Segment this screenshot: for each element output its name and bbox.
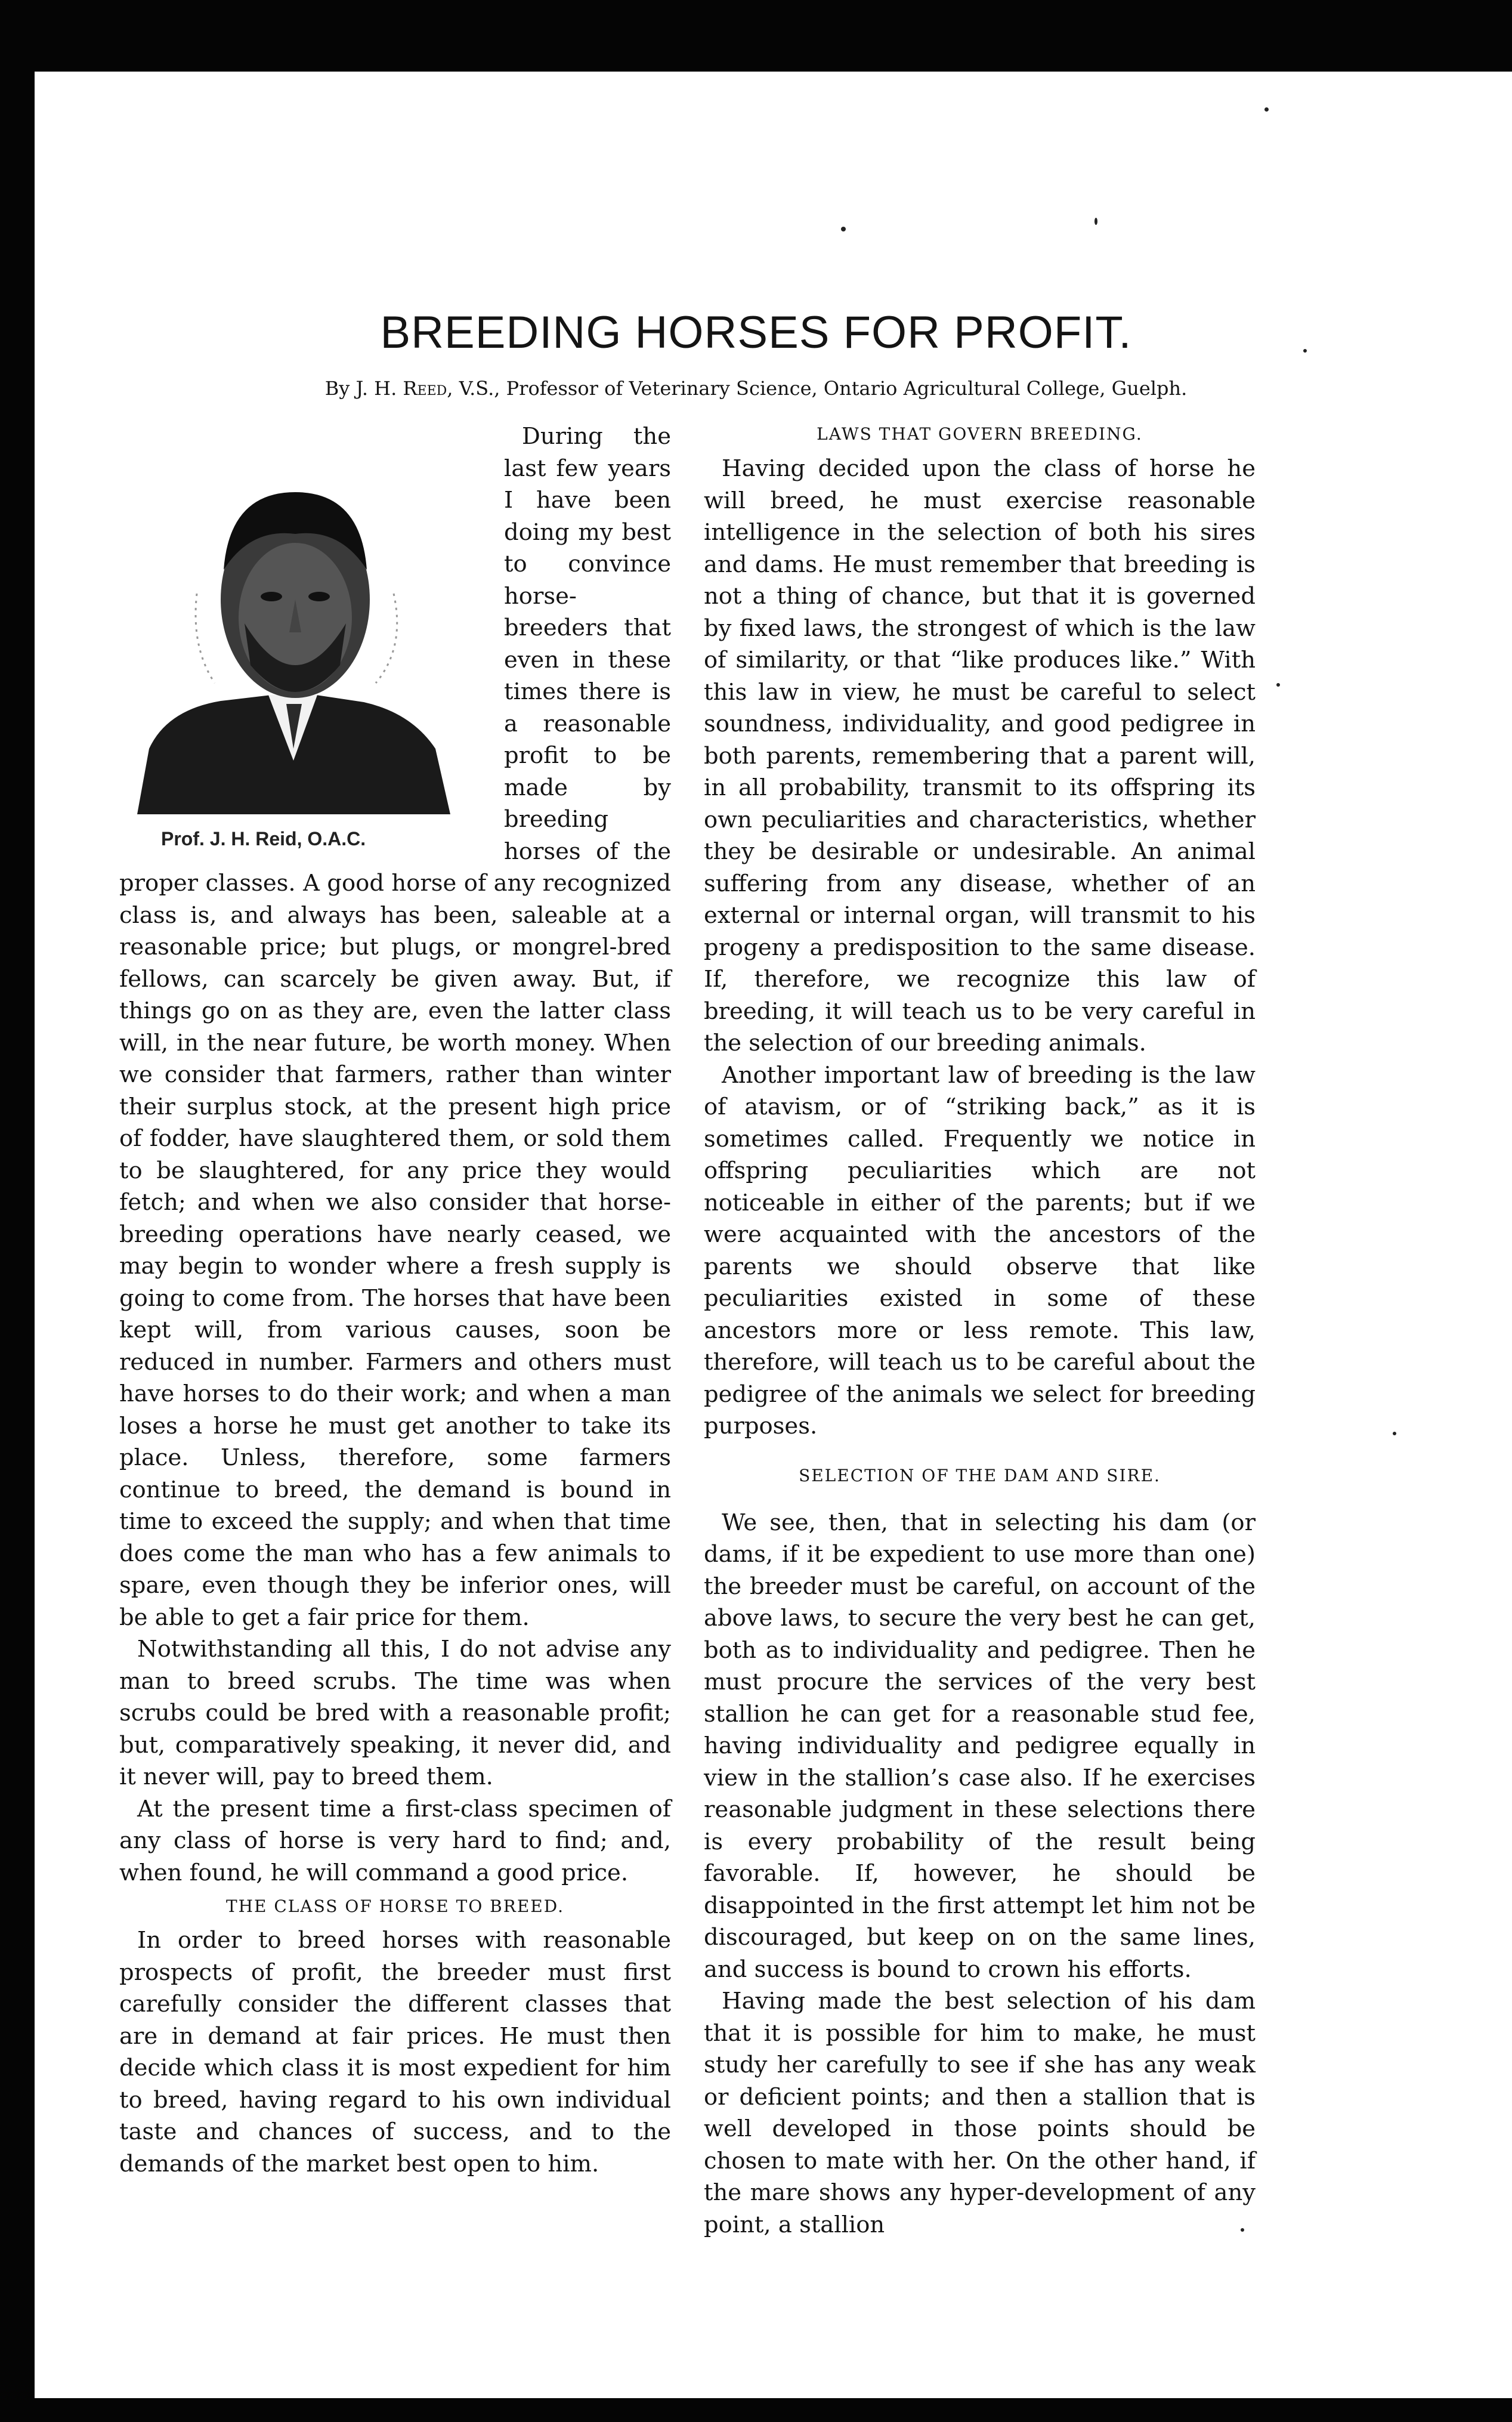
portrait-figure: [101, 421, 492, 856]
section-heading: THE CLASS OF HORSE TO BREED.: [225, 1896, 565, 1916]
paragraph: We see, then, that in selecting his dam (or dams, if it be expedient to use more than one) the breeder must be careful, on account of the above laws, to secure the very best he can get, both as to individuality and pedigree. Then he must procure the services of the very best stallion he can get for a reasonable stud fee, having individuality and pedigree equally in view in the stallion’s case also. If he exercises reasonable judgment in these selections there is every probability of the result being favorable. If, however, he should be disappointed in the first attempt let him not be discouraged, but keep on on the same lines, and success is bound to crown his efforts.: [704, 1509, 1256, 1983]
paragraph: Notwithstanding all this, I do not advise any man to breed scrubs. The time was when scrubs could be bred with a reasonable profit; but, comparatively speaking, it never did, and it never will, pay to breed them.: [119, 1636, 671, 1790]
author-name: J. H. Reed, V.S.,: [355, 377, 500, 400]
section-heading: SELECTION OF THE DAM AND SIRE.: [799, 1465, 1161, 1485]
paragraph: Another important law of breeding is the law of atavism, or of “striking back,” as it is sometimes called. Frequently we notice in offspring peculiarities which are not noticeable in either of the parents; but if we were acquainted with the ancestors of the parents we should observe that like peculiarities existed in some of these ancestors more or less remote. This law, therefore, will teach us to be careful about the pedigree of the animals we select for breeding purposes.: [704, 1061, 1256, 1439]
section-heading: LAWS THAT GOVERN BREEDING.: [817, 424, 1143, 444]
paragraph: Having decided upon the class of horse he will breed, he must exercise reasonable intelligence in the selection of both his sires and dams. He must remember that breeding is not a thing of chance, but that it is governed by fixed laws, the strongest of which is the law of similarity, or that “like produces like.” With this law in view, he must be careful to select soundness, individuality, and good pedigree in both parents, remembering that a parent will, in all probability, transmit to its offspring its own peculiarities and characteristics, whether they be desirable or undesirable. An animal suffering from any disease, whether of an external or internal organ, will transmit to his progeny a predisposition to the same disease. If, therefore, we recognize this law of breeding, it will teach us to be very careful in the selection of our breeding animals.: [704, 455, 1256, 1056]
byline-prefix: By: [324, 377, 356, 400]
scan-border-bottom: [0, 2398, 1512, 2422]
scan-speck: [1393, 1432, 1396, 1435]
article-title: BREEDING HORSES FOR PROFIT.: [380, 307, 1132, 358]
byline: [0, 379, 1512, 398]
scan-speck: [1276, 683, 1280, 687]
paragraph: During the last few years I have been doing my best to convince horse-breeders that even in these times there is a reasonable profit to be made by breeding horses of the proper classes. A good horse of any recognized class is, and always has been, saleable at a reasonable price; but plugs, or mongrel-bred fellows, can scarcely be given away. But, if things go on as they are, even the latter class will, in the near future, be worth money. When we consider that farmers, rather than winter their surplus stock, at the present high price of fodder, have slaughtered them, or sold them to be slaughtered, for any price they would fetch; and when we also consider that horse-breeding operations have nearly ceased, we may begin to wonder where a fresh supply is going to come from. The horses that have been kept will, from various causes, soon be reduced in number. Farmers and others must have horses to do their work; and when a man loses a horse he must get another to take its place. Unless, therefore, some farmers continue to breed, the demand is bound in time to exceed the supply; and when that time does come the man who has a few animals to spare, even though they be inferior ones, will be able to get a fair price for them.: [119, 423, 671, 1631]
scan-speck: [841, 227, 846, 231]
paragraph: Having made the best selection of his dam that it is possible for him to make, he must study her carefully to see if she has any weak or deficient points; and then a stallion that is well developed in those points should be chosen to mate with her. On the other hand, if the mare shows any hyper-development of any point, a stallion: [704, 1988, 1256, 2238]
paragraph: At the present time a first-class specimen of any class of horse is very hard to find; and, when found, he will command a good price.: [119, 1795, 671, 1886]
scan-border-left: [0, 72, 35, 2422]
scan-speck: [1094, 218, 1097, 225]
scan-border-top: [0, 0, 1512, 72]
right-column: [704, 421, 1256, 2241]
portrait-engraving: [125, 468, 459, 814]
left-column: [119, 421, 671, 2180]
author-affiliation: Professor of Veterinary Science, Ontario Agricultural College, Guelph.: [500, 377, 1188, 400]
scan-speck: [1264, 107, 1269, 112]
portrait-caption: Prof. J. H. Reid, O.A.C.: [161, 828, 366, 849]
paragraph: In order to breed horses with reasonable prospects of profit, the breeder must first carefully consider the different classes that are in demand at fair prices. He must then decide which class it is most expedient for him to breed, having regard to his own individual taste and chances of success, and to the demands of the market best open to him.: [119, 1927, 671, 2177]
